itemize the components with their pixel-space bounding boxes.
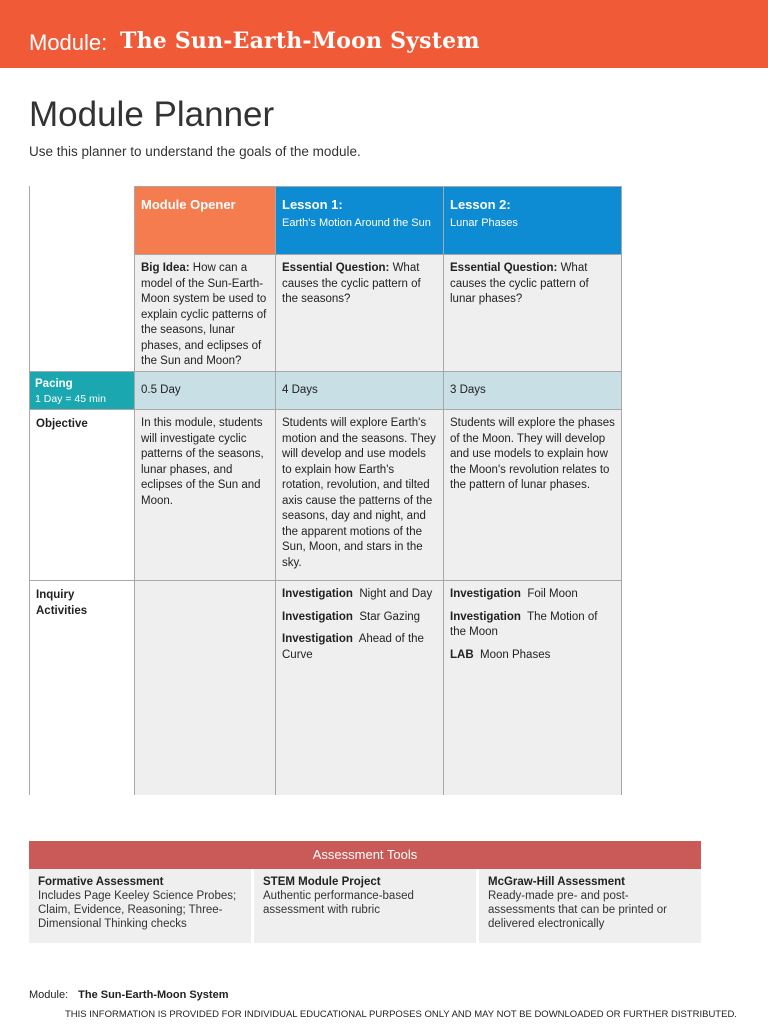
objective-label: Objective (30, 409, 135, 580)
essential-question-lesson-2 (444, 254, 622, 371)
table-corner-cell (30, 186, 135, 254)
inquiry-name: Foil Moon (527, 588, 578, 600)
table-blank-cell (30, 254, 135, 371)
inquiry-kind: LAB (450, 648, 474, 661)
question-text: How can a model of the Sun-Earth-Moon system be used to explain cyclic patterns of the seasons, lunar phases, and eclipses of the Sun and Moon? (141, 262, 267, 367)
column-title: Lesson 1: (282, 197, 343, 212)
question-label: Essential Question: (450, 262, 558, 274)
assessment-tool-title: McGraw-Hill Assessment (488, 876, 625, 888)
inquiry-kind: Investigation (450, 588, 521, 600)
objective-cell: In this module, students will investigate cyclic patterns of the seasons, lunar phases, and eclipses of the Sun and Moon. (135, 409, 276, 580)
pacing-value: 3 Days (450, 383, 486, 396)
assessment-tool (476, 869, 701, 943)
pacing-cell (135, 371, 276, 409)
column-subtitle: Earth's Motion Around the Sun (282, 216, 431, 229)
inquiry-item (450, 610, 615, 641)
inquiry-name: Moon Phases (480, 648, 551, 661)
inquiry-kind: Investigation (450, 610, 521, 623)
objective-cell: Students will explore Earth's motion and the seasons. They will develop and use models to explain how Earth's rotation, revolution, and tilted axis cause the patterns of the seasons, day and night, and the apparent motions of the Sun, Moon, and stars in the sky. (276, 409, 444, 580)
inquiry-activities-label: Inquiry Activities (30, 580, 135, 795)
inquiry-name: Star Gazing (359, 610, 421, 623)
assessment-tool-text: Includes Page Keeley Science Probes; Claim, Evidence, Reasoning; Three-Dimensional Thinking checks (38, 890, 237, 930)
assessment-tool (251, 869, 476, 943)
module-title: The Sun-Earth-Moon System (120, 28, 480, 54)
question-text: What causes the cyclic pattern of the seasons? (282, 262, 421, 305)
inquiry-cell-lesson-1 (276, 580, 444, 795)
intro-text: Use this planner to understand the goals of the module. (29, 144, 361, 159)
pacing-value: 4 Days (282, 383, 318, 396)
inquiry-cell-empty (135, 580, 276, 795)
assessment-tool-title: STEM Module Project (263, 876, 381, 888)
inquiry-name: Night and Day (359, 588, 433, 600)
assessment-tool-text: Authentic performance-based assessment with rubric (263, 890, 414, 916)
inquiry-item (450, 648, 615, 664)
pacing-label: Pacing (35, 378, 73, 390)
inquiry-item (450, 587, 615, 603)
page-title: Module Planner (29, 95, 275, 134)
column-subtitle: Lunar Phases (450, 216, 518, 229)
inquiry-kind: Investigation (282, 588, 353, 600)
question-label: Big Idea: (141, 262, 190, 274)
column-title: Module Opener (141, 197, 236, 212)
inquiry-name: Ahead of the Curve (282, 633, 424, 661)
column-header-module-opener (135, 186, 276, 254)
assessment-tool (29, 869, 251, 943)
inquiry-item (282, 587, 437, 603)
module-planner-table (29, 186, 621, 795)
footer-module-value: The Sun-Earth-Moon System (78, 989, 229, 1001)
pacing-label-cell (30, 371, 135, 409)
module-header-bar (0, 0, 768, 68)
footer-module-label: Module: (29, 989, 69, 1001)
objective-cell: Students will explore the phases of the Moon. They will develop and use models to explain how the Moon's revolution relates to the pattern of lunar phases. (444, 409, 622, 580)
pacing-cell (444, 371, 622, 409)
pacing-value: 0.5 Day (141, 383, 181, 396)
inquiry-kind: Investigation (282, 610, 353, 623)
inquiry-item (282, 610, 437, 626)
column-title: Lesson 2: (450, 197, 511, 212)
essential-question-lesson-1 (276, 254, 444, 371)
assessment-tools-row (29, 869, 701, 943)
module-label: Module: (29, 30, 108, 55)
question-text: What causes the cyclic pattern of lunar phases? (450, 262, 589, 305)
pacing-sub-label: 1 Day = 45 min (35, 392, 106, 405)
footer-module (29, 989, 228, 1001)
column-header-lesson-2 (444, 186, 622, 254)
assessment-tools-heading: Assessment Tools (29, 841, 701, 869)
big-idea-cell (135, 254, 276, 371)
question-label: Essential Question: (282, 262, 390, 274)
inquiry-kind: Investigation (282, 633, 353, 645)
assessment-tool-title: Formative Assessment (38, 876, 164, 888)
assessment-tool-text: Ready-made pre- and post-assessments that can be printed or delivered electronically (488, 890, 667, 930)
inquiry-cell-lesson-2 (444, 580, 622, 795)
pacing-cell (276, 371, 444, 409)
footer-copyright-note: THIS INFORMATION IS PROVIDED FOR INDIVIDUAL EDUCATIONAL PURPOSES ONLY AND MAY NOT BE DOWNLOADED OR FURTHER DISTRIBUTED. (65, 1009, 737, 1020)
inquiry-name: The Motion of the Moon (450, 610, 598, 638)
column-header-lesson-1 (276, 186, 444, 254)
assessment-tools-panel (29, 841, 701, 943)
inquiry-item (282, 632, 437, 663)
